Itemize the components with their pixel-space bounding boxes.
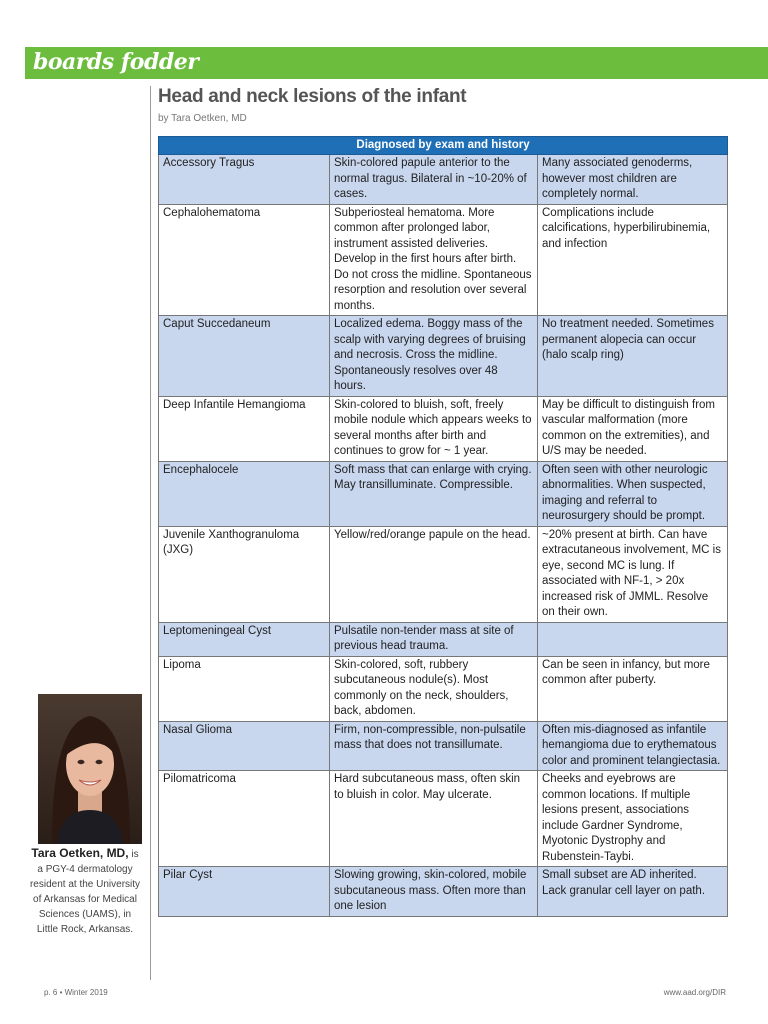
column-divider xyxy=(150,86,151,980)
table-header: Diagnosed by exam and history xyxy=(159,137,728,155)
lesion-name: Caput Succedaneum xyxy=(159,316,330,397)
author-photo xyxy=(38,694,142,844)
author-name: Tara Oetken, MD, xyxy=(31,846,129,860)
footer-url: www.aad.org/DIR xyxy=(663,988,726,997)
lesion-description: Hard subcutaneous mass, often skin to bluish in color. May ulcerate. xyxy=(330,771,538,867)
lesion-description: Skin-colored, soft, rubbery subcutaneous nodule(s). Most commonly on the neck, shoulders, back, abdomen. xyxy=(330,656,538,721)
author-bio: is a PGY-4 dermatology resident at the University of Arkansas for Medical Sciences (UAMS), in Little Rock, Arkansas. xyxy=(29,849,141,935)
lesion-name: Cephalohematoma xyxy=(159,204,330,316)
author-caption xyxy=(28,846,142,937)
lesion-description: Yellow/red/orange papule on the head. xyxy=(330,526,538,622)
table-row xyxy=(159,867,728,917)
lesion-description: Firm, non-compressible, non-pulsatile mass that does not transillumate. xyxy=(330,721,538,771)
lesion-name: Leptomeningeal Cyst xyxy=(159,622,330,656)
lesion-name: Deep Infantile Hemangioma xyxy=(159,396,330,461)
lesion-notes: No treatment needed. Sometimes permanent alopecia can occur (halo scalp ring) xyxy=(538,316,728,397)
table-row xyxy=(159,396,728,461)
lesion-name: Nasal Glioma xyxy=(159,721,330,771)
lesion-description: Skin-colored to bluish, soft, freely mobile nodule which appears weeks to several months after birth and continues to grow for ~ 1 year. xyxy=(330,396,538,461)
lesion-name: Encephalocele xyxy=(159,461,330,526)
lesion-description: Slowing growing, skin-colored, mobile subcutaneous mass. Often more than one lesion xyxy=(330,867,538,917)
table-row xyxy=(159,622,728,656)
lesion-notes: ~20% present at birth. Can have extracutaneous involvement, MC is eye, second MC is lung. If associated with NF-1, > 20x increased risk of JMML. Resolve on their own. xyxy=(538,526,728,622)
lesion-name: Pilar Cyst xyxy=(159,867,330,917)
lesion-notes: Many associated genoderms, however most children are completely normal. xyxy=(538,155,728,205)
table-row xyxy=(159,204,728,316)
lesion-notes: Complications include calcifications, hyperbilirubinemia, and infection xyxy=(538,204,728,316)
author-portrait-image xyxy=(38,694,142,844)
lesion-notes: Small subset are AD inherited. Lack granular cell layer on path. xyxy=(538,867,728,917)
lesion-name: Lipoma xyxy=(159,656,330,721)
lesion-description: Subperiosteal hematoma. More common after prolonged labor, instrument assisted deliveries. Develop in the first hours after birth. Do not cross the midline. Spontaneous resorption and resolution over several months. xyxy=(330,204,538,316)
table-row xyxy=(159,721,728,771)
lesion-description: Skin-colored papule anterior to the normal tragus. Bilateral in ~10-20% of cases. xyxy=(330,155,538,205)
lesion-notes: Can be seen in infancy, but more common after puberty. xyxy=(538,656,728,721)
lesion-description: Localized edema. Boggy mass of the scalp with varying degrees of bruising and necrosis. Cross the midline. Spontaneously resolves over 48 hours. xyxy=(330,316,538,397)
table-row xyxy=(159,316,728,397)
lesion-name: Pilomatricoma xyxy=(159,771,330,867)
table-row xyxy=(159,526,728,622)
table-header-row xyxy=(159,137,728,155)
lesion-notes: Often mis-diagnosed as infantile hemangioma due to erythematous color and prominent telangiectasia. xyxy=(538,721,728,771)
lesion-name: Accessory Tragus xyxy=(159,155,330,205)
table-row xyxy=(159,155,728,205)
lesion-notes: Cheeks and eyebrows are common locations. If multiple lesions present, associations include Gardner Syndrome, Myotonic Dystrophy and Rubenstein-Taybi. xyxy=(538,771,728,867)
table-row xyxy=(159,656,728,721)
table-row xyxy=(159,771,728,867)
lesion-notes: May be difficult to distinguish from vascular malformation (more common on the extremities), and U/S may be needed. xyxy=(538,396,728,461)
section-banner xyxy=(25,47,768,79)
article-title: Head and neck lesions of the infant xyxy=(158,86,467,107)
lesion-notes: Often seen with other neurologic abnormalities. When suspected, imaging and referral to neurosurgery should be prompt. xyxy=(538,461,728,526)
section-banner-title: boards fodder xyxy=(33,49,199,75)
lesion-notes xyxy=(538,622,728,656)
lesion-description: Soft mass that can enlarge with crying. May transilluminate. Compressible. xyxy=(330,461,538,526)
lesion-name: Juvenile Xanthogranuloma (JXG) xyxy=(159,526,330,622)
table-row xyxy=(159,461,728,526)
lesions-table xyxy=(158,136,728,917)
footer-page-info: p. 6 • Winter 2019 xyxy=(44,988,108,997)
lesion-description: Pulsatile non-tender mass at site of previous head trauma. xyxy=(330,622,538,656)
article-byline: by Tara Oetken, MD xyxy=(158,113,247,124)
